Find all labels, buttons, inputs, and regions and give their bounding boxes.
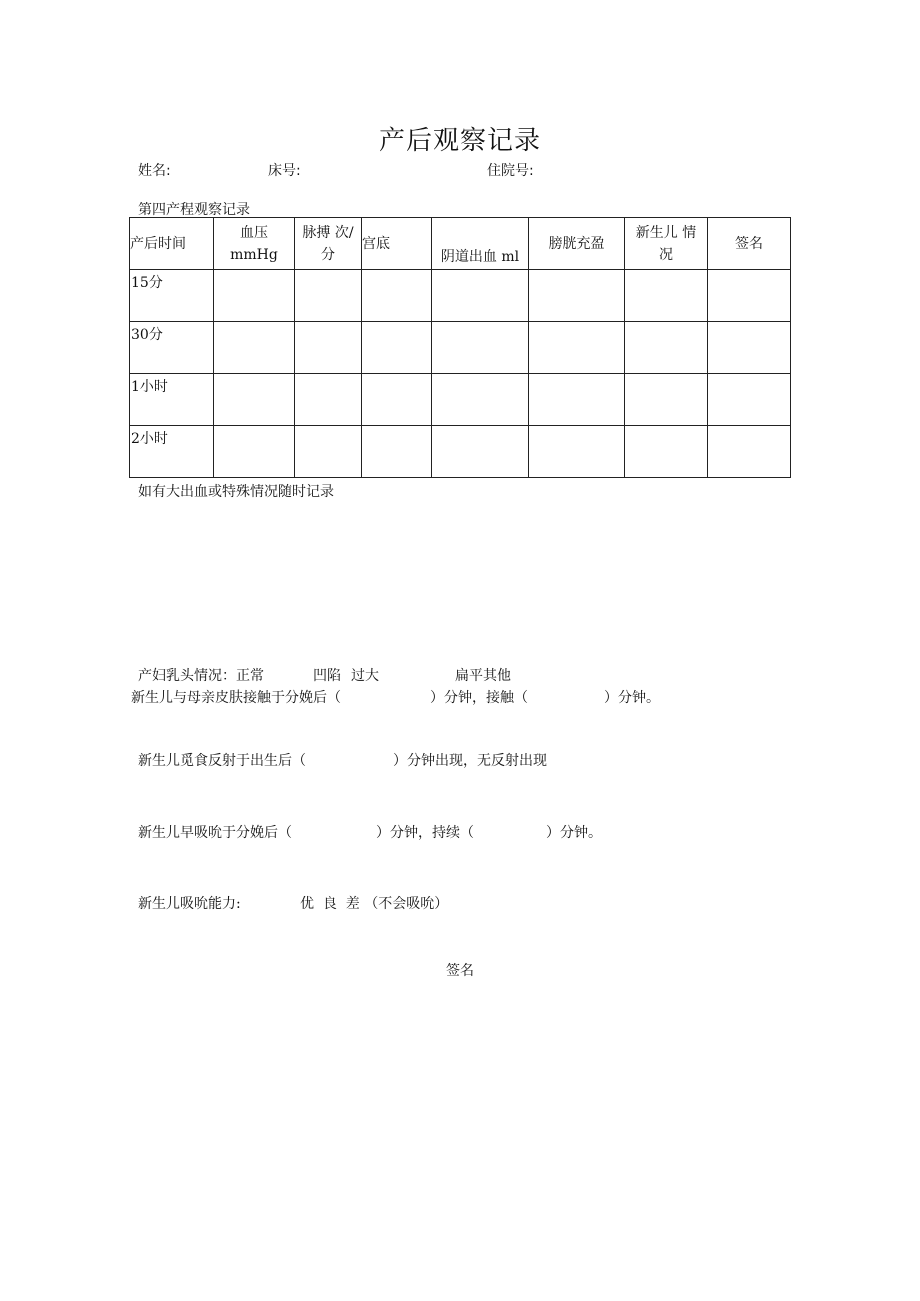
skin-contact-text-1: 新生儿与母亲皮肤接触于分娩后（	[131, 690, 341, 706]
observation-table	[129, 217, 791, 478]
skin-contact-text-2: ）分钟，接触（	[430, 690, 528, 706]
bp-cell[interactable]	[214, 270, 295, 322]
column-header-time	[130, 218, 214, 270]
early-suck-text-1: 新生儿早吸吮于分娩后（	[138, 825, 292, 841]
column-header-bleeding-text: 阴道出血 ml	[440, 249, 520, 265]
bladder-cell[interactable]	[529, 374, 625, 426]
column-header-newborn	[625, 218, 708, 270]
row-label: 30分	[131, 327, 163, 343]
bp-cell[interactable]	[214, 426, 295, 478]
column-header-bladder	[529, 218, 625, 270]
row-label: 1小时	[131, 379, 168, 395]
admission-number-label: 住院号:	[487, 163, 534, 179]
row-label-cell	[130, 426, 214, 478]
table-row	[130, 270, 791, 322]
column-header-newborn-line2: 况	[659, 246, 673, 263]
signature-cell[interactable]	[708, 374, 791, 426]
bed-label: 床号:	[268, 163, 301, 179]
skin-contact-text-3: ）分钟。	[604, 690, 660, 706]
fundus-cell[interactable]	[362, 322, 432, 374]
nipple-label: 产妇乳头情况：正常	[138, 668, 264, 684]
column-header-pulse-line1: 脉搏 次/	[302, 224, 354, 241]
row-label: 2小时	[131, 431, 168, 447]
bleeding-cell[interactable]	[432, 270, 529, 322]
nipple-option-flat-other: 扁平其他	[455, 668, 511, 684]
column-header-fundus	[362, 218, 432, 270]
column-header-time-text: 产后时间	[130, 235, 186, 252]
bladder-cell[interactable]	[529, 322, 625, 374]
bleeding-cell[interactable]	[432, 426, 529, 478]
name-label: 姓名:	[138, 163, 171, 179]
pulse-cell[interactable]	[295, 270, 362, 322]
bladder-cell[interactable]	[529, 270, 625, 322]
bp-cell[interactable]	[214, 322, 295, 374]
column-header-pulse	[295, 218, 362, 270]
special-note: 如有大出血或特殊情况随时记录	[138, 484, 334, 500]
early-suck-text-3: ）分钟。	[546, 825, 602, 841]
pulse-cell[interactable]	[295, 322, 362, 374]
pulse-cell[interactable]	[295, 426, 362, 478]
column-header-blood-pressure-line2: mmHg	[230, 246, 278, 263]
newborn-cell[interactable]	[625, 374, 708, 426]
newborn-cell[interactable]	[625, 322, 708, 374]
column-header-fundus-text: 宫底	[362, 235, 390, 252]
suck-ability-label: 新生儿吸吮能力:	[138, 896, 241, 912]
signature-label: 签名	[446, 963, 474, 979]
newborn-cell[interactable]	[625, 426, 708, 478]
row-label: 15分	[131, 275, 163, 291]
fundus-cell[interactable]	[362, 426, 432, 478]
table-row	[130, 374, 791, 426]
column-header-blood-pressure	[214, 218, 295, 270]
column-header-bleeding	[432, 218, 529, 270]
nipple-option-inverted: 凹陷	[313, 668, 341, 684]
column-header-bladder-text: 膀胱充盈	[548, 235, 605, 252]
signature-cell[interactable]	[708, 322, 791, 374]
table-header-row	[130, 218, 791, 270]
rooting-reflex-text-1: 新生儿觅食反射于出生后（	[138, 753, 306, 769]
page-title: 产后观察记录	[378, 126, 541, 156]
column-header-newborn-line1: 新生儿 情	[635, 224, 697, 241]
fundus-cell[interactable]	[362, 270, 432, 322]
pulse-cell[interactable]	[295, 374, 362, 426]
column-header-signature-text: 签名	[735, 235, 763, 252]
table-row	[130, 322, 791, 374]
section-heading: 第四产程观察记录	[138, 202, 250, 218]
newborn-cell[interactable]	[625, 270, 708, 322]
column-header-pulse-line2: 分	[321, 246, 335, 263]
row-label-cell	[130, 374, 214, 426]
bleeding-cell[interactable]	[432, 374, 529, 426]
signature-cell[interactable]	[708, 426, 791, 478]
suck-ability-options: 优 良 差 （不会吸吮）	[300, 896, 449, 912]
fundus-cell[interactable]	[362, 374, 432, 426]
early-suck-text-2: ）分钟，持续（	[376, 825, 474, 841]
bleeding-cell[interactable]	[432, 322, 529, 374]
bladder-cell[interactable]	[529, 426, 625, 478]
rooting-reflex-text-2: ）分钟出现，无反射出现	[393, 753, 547, 769]
nipple-option-large: 过大	[351, 668, 379, 684]
row-label-cell	[130, 270, 214, 322]
column-header-blood-pressure-line1: 血压	[240, 224, 268, 241]
row-label-cell	[130, 322, 214, 374]
bp-cell[interactable]	[214, 374, 295, 426]
column-header-signature	[708, 218, 791, 270]
table-row	[130, 426, 791, 478]
signature-cell[interactable]	[708, 270, 791, 322]
